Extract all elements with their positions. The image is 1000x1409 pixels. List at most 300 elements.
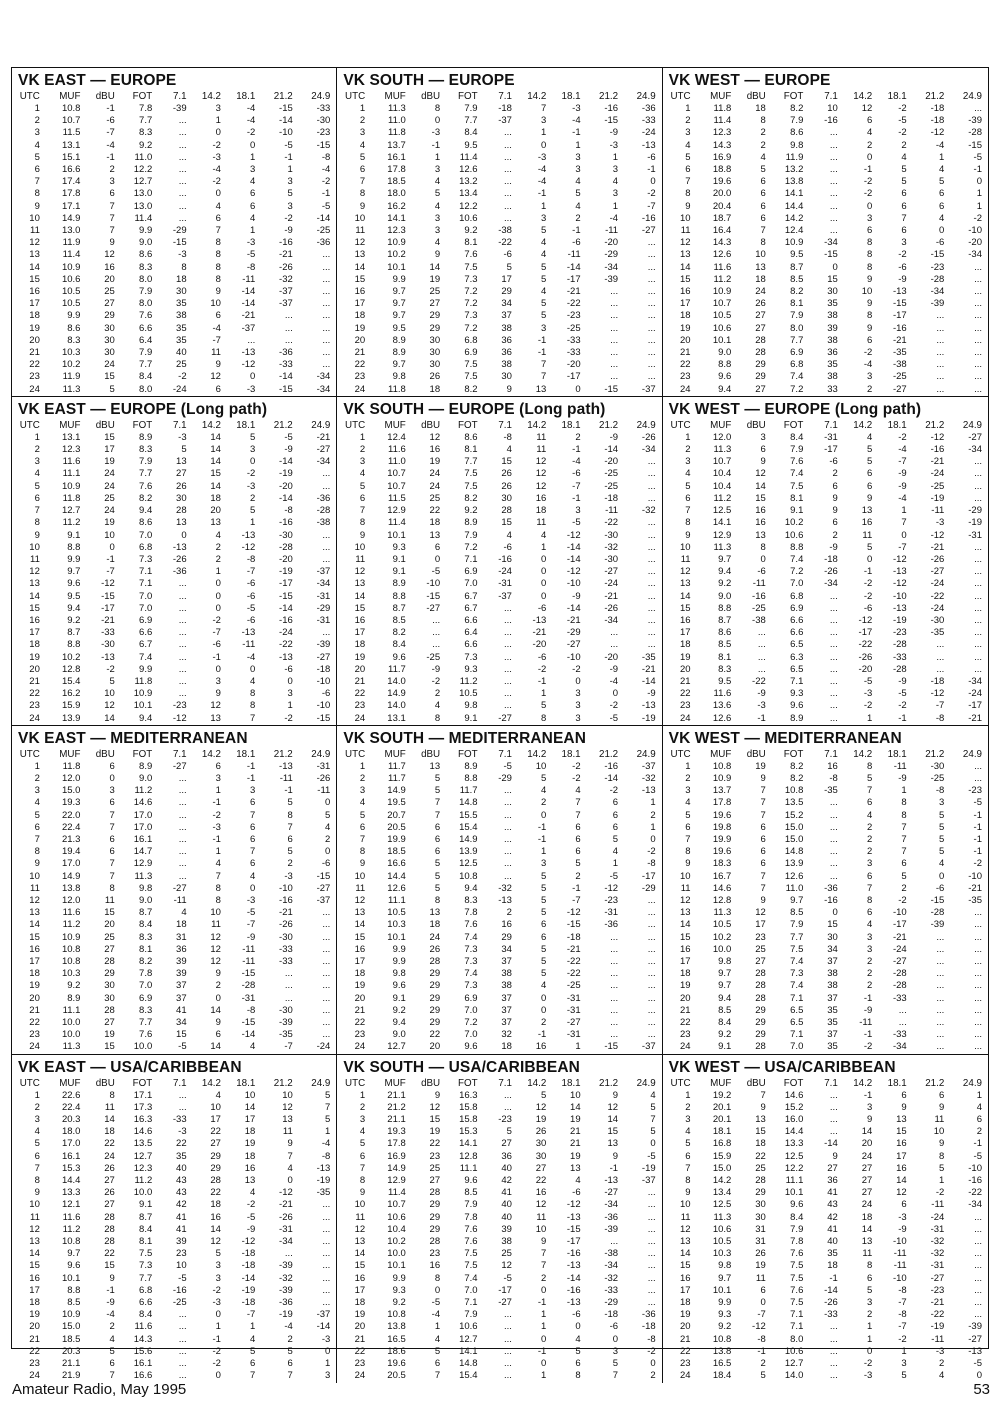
table-cell: -14 bbox=[566, 1272, 581, 1284]
table-cell: ... bbox=[647, 480, 656, 492]
table-cell: ... bbox=[178, 1370, 187, 1382]
table-cell: -4 bbox=[212, 164, 221, 176]
table-cell: 16.5 bbox=[712, 1358, 732, 1370]
table-cell: 2 bbox=[359, 1101, 366, 1113]
table-cell: 43 bbox=[176, 1187, 187, 1199]
table-cell: 8.6 bbox=[718, 627, 732, 639]
table-cell: -2 bbox=[212, 1284, 221, 1296]
table-row bbox=[18, 213, 330, 225]
table-cell: 19 bbox=[104, 456, 115, 468]
table-cell: 2 bbox=[760, 139, 766, 151]
table-cell: 24 bbox=[429, 480, 441, 492]
table-cell: ... bbox=[829, 212, 838, 224]
table-cell: 12.7 bbox=[387, 1041, 406, 1053]
table-cell: -37 bbox=[498, 590, 512, 602]
table-cell: 5 bbox=[866, 444, 873, 456]
table-cell: 7 bbox=[901, 517, 907, 529]
table-cell: 7.3 bbox=[464, 310, 478, 322]
table-cell: 0 bbox=[250, 456, 256, 468]
table-cell: -6 bbox=[537, 602, 547, 614]
table-cell: -39 bbox=[604, 273, 619, 285]
table-cell: 11 bbox=[29, 553, 40, 565]
table-row bbox=[669, 591, 982, 603]
table-cell: 14 bbox=[354, 590, 366, 602]
table-cell: 7 bbox=[34, 505, 40, 517]
table-cell: 14.7 bbox=[133, 846, 153, 858]
table-cell: 10.6 bbox=[61, 273, 81, 285]
table-row bbox=[18, 468, 330, 480]
table-cell: 4 bbox=[215, 529, 221, 541]
table-cell: 15 bbox=[755, 492, 766, 504]
table-cell: 6 bbox=[760, 188, 766, 200]
table-cell: 12.9 bbox=[712, 529, 732, 541]
table-header-row bbox=[18, 90, 330, 103]
table-cell: 9.4 bbox=[392, 1017, 406, 1029]
table-row bbox=[18, 907, 330, 919]
table-cell: 6 bbox=[434, 1358, 441, 1370]
table-cell: 10.0 bbox=[61, 1029, 81, 1041]
table-row bbox=[18, 359, 330, 371]
table-cell: 11.6 bbox=[62, 1211, 81, 1223]
table-cell: 8 bbox=[866, 760, 873, 772]
table-cell: -5 bbox=[284, 431, 293, 443]
column-header: 21.2 bbox=[599, 1077, 619, 1089]
table-cell: -1 bbox=[757, 1345, 766, 1357]
table-cell: 2 bbox=[685, 1101, 691, 1113]
table-cell: 28 bbox=[104, 1004, 115, 1016]
table-cell: 14.8 bbox=[784, 846, 804, 858]
table-cell: 10 bbox=[354, 870, 366, 882]
table-row bbox=[18, 919, 330, 931]
table-row bbox=[18, 591, 330, 603]
table-cell: 20 bbox=[104, 273, 115, 285]
table-cell: 19 bbox=[680, 651, 691, 663]
table-cell: -32 bbox=[604, 1272, 619, 1284]
table-cell: -23 bbox=[172, 700, 187, 712]
table-row bbox=[18, 578, 330, 590]
table-cell: -2 bbox=[898, 431, 907, 443]
table-cell: -36 bbox=[316, 492, 331, 504]
table-cell: -17 bbox=[892, 919, 907, 931]
table-cell: 6.6 bbox=[464, 614, 478, 626]
table-cell: ... bbox=[829, 1114, 838, 1126]
table-row bbox=[669, 444, 982, 456]
table-cell: 16.6 bbox=[61, 164, 81, 176]
table-cell: -27 bbox=[930, 1272, 945, 1284]
table-cell: -11 bbox=[317, 785, 331, 797]
table-cell: -25 bbox=[930, 772, 945, 784]
table-row bbox=[18, 1017, 330, 1029]
table-cell: 17 bbox=[680, 627, 691, 639]
table-cell: 0 bbox=[434, 553, 441, 565]
table-cell: -12 bbox=[566, 566, 581, 578]
table-cell: 9.2 bbox=[67, 614, 81, 626]
table-cell: 9 bbox=[901, 1101, 907, 1113]
table-cell: 9.4 bbox=[139, 505, 153, 517]
table-cell: -32 bbox=[604, 541, 619, 553]
table-cell: -1 bbox=[829, 1272, 838, 1284]
table-cell: 14 bbox=[570, 1101, 581, 1113]
table-cell: ... bbox=[247, 334, 256, 346]
table-cell: 8 bbox=[215, 882, 221, 894]
table-row bbox=[669, 213, 982, 225]
table-row bbox=[343, 1224, 655, 1236]
table-cell: 7.0 bbox=[464, 578, 478, 590]
table-cell: 13.8 bbox=[387, 1321, 406, 1333]
table-cell: 10 bbox=[104, 529, 115, 541]
table-cell: 6.8 bbox=[790, 359, 804, 371]
table-cell: 29 bbox=[755, 371, 766, 383]
table-row bbox=[18, 127, 330, 139]
table-cell: 21 bbox=[680, 1004, 691, 1016]
table-cell: -13 bbox=[532, 614, 547, 626]
table-cell: 13.8 bbox=[784, 176, 804, 188]
table-cell: ... bbox=[647, 492, 656, 504]
table-cell: 4 bbox=[540, 237, 547, 249]
table-cell: 6 bbox=[612, 821, 619, 833]
table-cell: ... bbox=[178, 639, 187, 651]
table-cell: -9 bbox=[898, 772, 907, 784]
table-cell: -22 bbox=[566, 968, 581, 980]
table-cell: 1 bbox=[359, 1089, 366, 1101]
table-cell: ... bbox=[504, 821, 512, 833]
table-cell: 22 bbox=[535, 1175, 547, 1187]
table-cell: 12 bbox=[210, 931, 221, 943]
table-cell: 9.6 bbox=[67, 1260, 81, 1272]
table-cell: -3 bbox=[178, 431, 187, 443]
table-cell: -3 bbox=[246, 894, 256, 906]
table-cell: -1 bbox=[212, 797, 221, 809]
table-cell: 5 bbox=[685, 151, 691, 163]
table-cell: 0 bbox=[250, 663, 256, 675]
table-cell: -2 bbox=[863, 347, 873, 359]
table-cell: ... bbox=[504, 200, 512, 212]
table-cell: -5 bbox=[246, 249, 256, 261]
table-cell: -5 bbox=[973, 1150, 982, 1162]
table-cell: 6.7 bbox=[139, 639, 153, 651]
table-cell: 15 bbox=[104, 907, 115, 919]
table-cell: 0 bbox=[540, 553, 547, 565]
table-cell: 10 bbox=[354, 541, 366, 553]
table-cell: ... bbox=[936, 1029, 945, 1041]
table-cell: 7 bbox=[325, 1101, 331, 1113]
table-row bbox=[343, 1175, 655, 1187]
table-cell: ... bbox=[178, 833, 187, 845]
table-cell: 3 bbox=[250, 444, 256, 456]
table-cell: ... bbox=[647, 578, 656, 590]
table-cell: -13 bbox=[241, 347, 256, 359]
table-cell: 22 bbox=[29, 688, 40, 700]
table-cell: 7.4 bbox=[464, 931, 478, 943]
table-cell: 19.9 bbox=[712, 833, 732, 845]
table-cell: -33 bbox=[316, 103, 331, 114]
table-cell: -6 bbox=[246, 578, 256, 590]
table-cell: 8.2 bbox=[464, 492, 478, 504]
table-cell: -13 bbox=[892, 286, 907, 298]
table-cell: 12.8 bbox=[61, 663, 81, 675]
table-cell: -16 bbox=[566, 1248, 581, 1260]
table-cell: 7.5 bbox=[464, 480, 478, 492]
table-cell: 4 bbox=[215, 200, 221, 212]
table-row bbox=[669, 468, 982, 480]
table-cell: 9.2 bbox=[718, 578, 732, 590]
table-cell: -1 bbox=[537, 188, 547, 200]
table-cell: -2 bbox=[898, 249, 907, 261]
table-cell: 15.9 bbox=[61, 700, 81, 712]
table-cell: 8 bbox=[760, 541, 766, 553]
table-cell: -5 bbox=[246, 1211, 256, 1223]
table-cell: 6 bbox=[685, 1150, 691, 1162]
table-cell: 8 bbox=[901, 809, 907, 821]
table-cell: -16 bbox=[604, 103, 619, 114]
table-cell: -21 bbox=[279, 249, 293, 261]
table-cell: 30 bbox=[827, 931, 838, 943]
table-cell: 7 bbox=[760, 225, 766, 237]
table-cell: 31 bbox=[176, 931, 187, 943]
table-cell: ... bbox=[322, 1248, 331, 1260]
table-cell: 10 bbox=[535, 1223, 547, 1235]
table-cell: ... bbox=[829, 164, 838, 176]
table-cell: 15 bbox=[210, 468, 221, 480]
table-cell: 7.4 bbox=[790, 468, 804, 480]
table-cell: ... bbox=[936, 980, 945, 992]
table-cell: 22 bbox=[429, 1138, 441, 1150]
table-cell: 8 bbox=[866, 249, 873, 261]
table-cell: -6 bbox=[503, 249, 512, 261]
table-cell: ... bbox=[974, 383, 982, 395]
table-cell: ... bbox=[647, 1297, 656, 1309]
table-cell: 7.1 bbox=[464, 1297, 478, 1309]
table-cell: -2 bbox=[284, 712, 293, 724]
table-cell: 7 bbox=[540, 1260, 547, 1272]
table-cell: -39 bbox=[968, 115, 982, 127]
table-cell: 8 bbox=[685, 846, 691, 858]
table-cell: -31 bbox=[566, 1004, 581, 1016]
table-cell: 7 bbox=[34, 1162, 40, 1174]
table-cell: 16 bbox=[755, 505, 766, 517]
table-cell: -37 bbox=[641, 1041, 656, 1053]
table-cell: 39 bbox=[176, 968, 187, 980]
table-cell: 21 bbox=[354, 675, 366, 687]
table-cell: 2 bbox=[250, 492, 256, 504]
table-cell: 10.9 bbox=[133, 688, 153, 700]
table-row bbox=[343, 201, 655, 213]
table-cell: -7 bbox=[284, 1041, 293, 1053]
table-cell: 0 bbox=[540, 590, 547, 602]
table-cell: -13 bbox=[641, 785, 656, 797]
table-cell: -33 bbox=[279, 359, 293, 371]
table-cell: ... bbox=[647, 237, 656, 249]
table-cell: -11 bbox=[242, 956, 256, 967]
table-cell: 27 bbox=[755, 383, 766, 395]
table-cell: 14 bbox=[429, 261, 441, 273]
table-cell: -31 bbox=[566, 992, 581, 1004]
table-cell: 6.5 bbox=[790, 663, 804, 675]
table-cell: -10 bbox=[892, 1236, 907, 1248]
table-cell: 1 bbox=[650, 821, 656, 833]
table-cell: 16 bbox=[861, 517, 873, 529]
table-cell: ... bbox=[974, 298, 982, 310]
table-cell: 13 bbox=[176, 517, 187, 529]
table-cell: 9 bbox=[685, 858, 691, 870]
table-row bbox=[18, 505, 330, 517]
table-cell: -24 bbox=[892, 943, 907, 955]
table-row bbox=[669, 542, 982, 554]
table-cell: -4 bbox=[246, 651, 256, 663]
table-cell: 8.1 bbox=[790, 298, 804, 310]
table-cell: 7.4 bbox=[464, 968, 478, 980]
table-cell: -15 bbox=[566, 1223, 581, 1235]
table-cell: -35 bbox=[892, 347, 907, 359]
table-cell: 21.2 bbox=[387, 1101, 406, 1113]
table-cell: -36 bbox=[604, 1211, 619, 1223]
table-cell: -37 bbox=[641, 1175, 656, 1187]
table-cell: 1 bbox=[540, 200, 547, 212]
table-cell: 18 bbox=[29, 968, 40, 980]
table-cell: 20 bbox=[354, 334, 366, 346]
table-cell: 12.0 bbox=[61, 772, 81, 784]
table-cell: 9 bbox=[34, 529, 40, 541]
table-row bbox=[18, 188, 330, 200]
column-header: 24.9 bbox=[962, 1077, 982, 1089]
table-cell: -33 bbox=[892, 1029, 907, 1041]
table-cell: -30 bbox=[101, 639, 115, 651]
table-cell: -33 bbox=[279, 943, 293, 955]
table-cell: -20 bbox=[604, 651, 619, 663]
table-cell: 10 bbox=[210, 298, 221, 310]
table-row bbox=[343, 700, 655, 712]
table-cell: -6 bbox=[898, 261, 907, 273]
table-cell: -4 bbox=[212, 322, 221, 334]
table-cell: 24 bbox=[29, 1370, 40, 1382]
table-cell: 8.5 bbox=[718, 639, 732, 651]
table-cell: 21 bbox=[29, 347, 40, 359]
table-cell: -13 bbox=[641, 700, 656, 712]
table-cell: 37 bbox=[501, 956, 512, 967]
table-cell: 6 bbox=[976, 1114, 982, 1126]
table-cell: 8.0 bbox=[790, 322, 804, 334]
table-cell: ... bbox=[757, 663, 766, 675]
table-cell: ... bbox=[829, 1126, 838, 1138]
table-cell: 7.5 bbox=[464, 359, 478, 371]
table-cell: 12.7 bbox=[459, 1333, 478, 1345]
table-cell: 41 bbox=[827, 1187, 838, 1199]
table-cell: 3 bbox=[575, 712, 581, 724]
table-cell: 8 bbox=[34, 188, 40, 200]
table-cell: 12 bbox=[210, 371, 221, 383]
table-cell: -9 bbox=[246, 1223, 256, 1235]
table-cell: ... bbox=[974, 760, 982, 772]
table-cell: 12.9 bbox=[387, 505, 406, 517]
table-cell: -14 bbox=[241, 1272, 256, 1284]
table-cell: 26 bbox=[535, 1126, 547, 1138]
table-row bbox=[18, 871, 330, 883]
table-cell: 0 bbox=[215, 1370, 221, 1382]
table-cell: -38 bbox=[752, 614, 766, 626]
table-cell: -18 bbox=[930, 115, 945, 127]
table-cell: 7.0 bbox=[790, 1041, 804, 1053]
table-cell: 6 bbox=[359, 821, 366, 833]
table-row bbox=[343, 688, 655, 700]
table-cell: -1 bbox=[537, 833, 547, 845]
table-cell: 6 bbox=[250, 858, 256, 870]
table-row bbox=[669, 456, 982, 468]
table-cell: 5 bbox=[540, 273, 547, 285]
table-cell: 7 bbox=[250, 809, 256, 821]
table-cell: 7.1 bbox=[139, 578, 153, 590]
table-row bbox=[343, 761, 655, 773]
table-cell: 16 bbox=[535, 1041, 547, 1053]
table-cell: 4 bbox=[540, 249, 547, 261]
table-cell: ... bbox=[829, 1089, 838, 1101]
table-cell: 18.7 bbox=[712, 212, 732, 224]
table-cell: -33 bbox=[824, 1309, 838, 1321]
table-cell: 19 bbox=[755, 760, 766, 772]
table-cell: -6 bbox=[863, 602, 873, 614]
table-cell: 22 bbox=[680, 1017, 691, 1029]
table-cell: 15.0 bbox=[784, 821, 804, 833]
table-cell: 18.5 bbox=[61, 1333, 81, 1345]
table-cell: 3 bbox=[215, 103, 221, 114]
table-cell: -4 bbox=[935, 139, 945, 151]
table-row bbox=[669, 1321, 982, 1333]
table-row bbox=[669, 481, 982, 493]
table-cell: 12.5 bbox=[712, 1199, 732, 1211]
table-cell: 9 bbox=[109, 237, 115, 249]
table-cell: 6 bbox=[34, 492, 40, 504]
table-cell: ... bbox=[974, 772, 982, 784]
table-cell: 14 bbox=[861, 1223, 873, 1235]
table-cell: -34 bbox=[968, 675, 982, 687]
table-cell: -1 bbox=[537, 1297, 547, 1309]
table-cell: 10 bbox=[861, 286, 873, 298]
table-cell: 7.4 bbox=[790, 956, 804, 967]
table-cell: 10.1 bbox=[387, 1260, 406, 1272]
table-cell: 23 bbox=[429, 1248, 441, 1260]
table-cell: 16 bbox=[680, 286, 691, 298]
table-cell: ... bbox=[647, 602, 656, 614]
table-cell: 6 bbox=[359, 1150, 366, 1162]
table-cell: ... bbox=[757, 651, 766, 663]
table-cell: 0 bbox=[325, 846, 331, 858]
table-row bbox=[18, 627, 330, 639]
table-cell: 5 bbox=[250, 1345, 256, 1357]
table-cell: -28 bbox=[241, 980, 256, 992]
table-cell: -31 bbox=[824, 431, 838, 443]
table-cell: 8.3 bbox=[718, 663, 732, 675]
table-cell: ... bbox=[504, 1321, 512, 1333]
table-cell: 11.6 bbox=[62, 907, 81, 919]
table-cell: -14 bbox=[566, 553, 581, 565]
table-cell: 6 bbox=[612, 797, 619, 809]
table-cell: 6 bbox=[866, 907, 873, 919]
table-cell: ... bbox=[647, 566, 656, 578]
table-cell: 3 bbox=[866, 1101, 873, 1113]
publication-footer: Amateur Radio, May 1995 bbox=[12, 1381, 187, 1398]
table-cell: 8.7 bbox=[718, 614, 732, 626]
table-row bbox=[18, 1126, 330, 1138]
table-cell: -3 bbox=[212, 151, 221, 163]
table-row bbox=[18, 968, 330, 980]
table-cell: -32 bbox=[641, 772, 656, 784]
table-cell: 5 bbox=[434, 882, 441, 894]
table-cell: 0 bbox=[540, 1004, 547, 1016]
column-header: dBU bbox=[421, 1077, 441, 1089]
table-cell: ... bbox=[936, 663, 945, 675]
table-cell: 12.1 bbox=[61, 1199, 81, 1211]
table-cell: 4 bbox=[250, 1187, 256, 1199]
table-cell: 2 bbox=[866, 956, 873, 967]
